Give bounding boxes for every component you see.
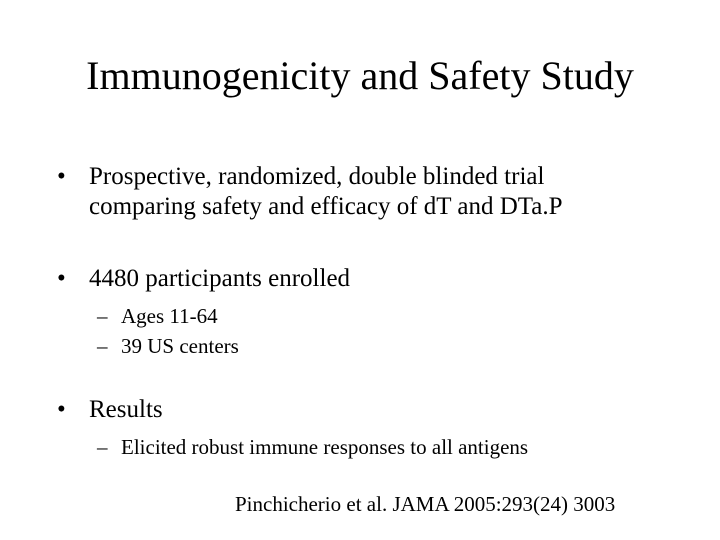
sub-bullet-text: Elicited robust immune responses to all antigens	[121, 435, 529, 459]
sub-bullet-marker: –	[97, 435, 108, 459]
bullet-marker: •	[57, 396, 66, 423]
bullet-text: Prospective, randomized, double blinded trial	[89, 163, 545, 190]
bullet-text: Results	[89, 396, 163, 423]
bullet-text: 4480 participants enrolled	[89, 265, 351, 292]
bullet-marker: •	[57, 265, 66, 292]
bullet-marker: •	[57, 163, 66, 190]
citation: Pinchicherio et al. JAMA 2005:293(24) 3003	[235, 492, 616, 516]
sub-bullet-text: Ages 11-64	[121, 304, 218, 328]
slide-title: Immunogenicity and Safety Study	[86, 53, 634, 98]
sub-bullet-text: 39 US centers	[121, 334, 239, 358]
sub-bullet-marker: –	[97, 304, 108, 328]
bullet-text: comparing safety and efficacy of dT and DTa.P	[89, 193, 563, 220]
sub-bullet-marker: –	[97, 334, 108, 358]
